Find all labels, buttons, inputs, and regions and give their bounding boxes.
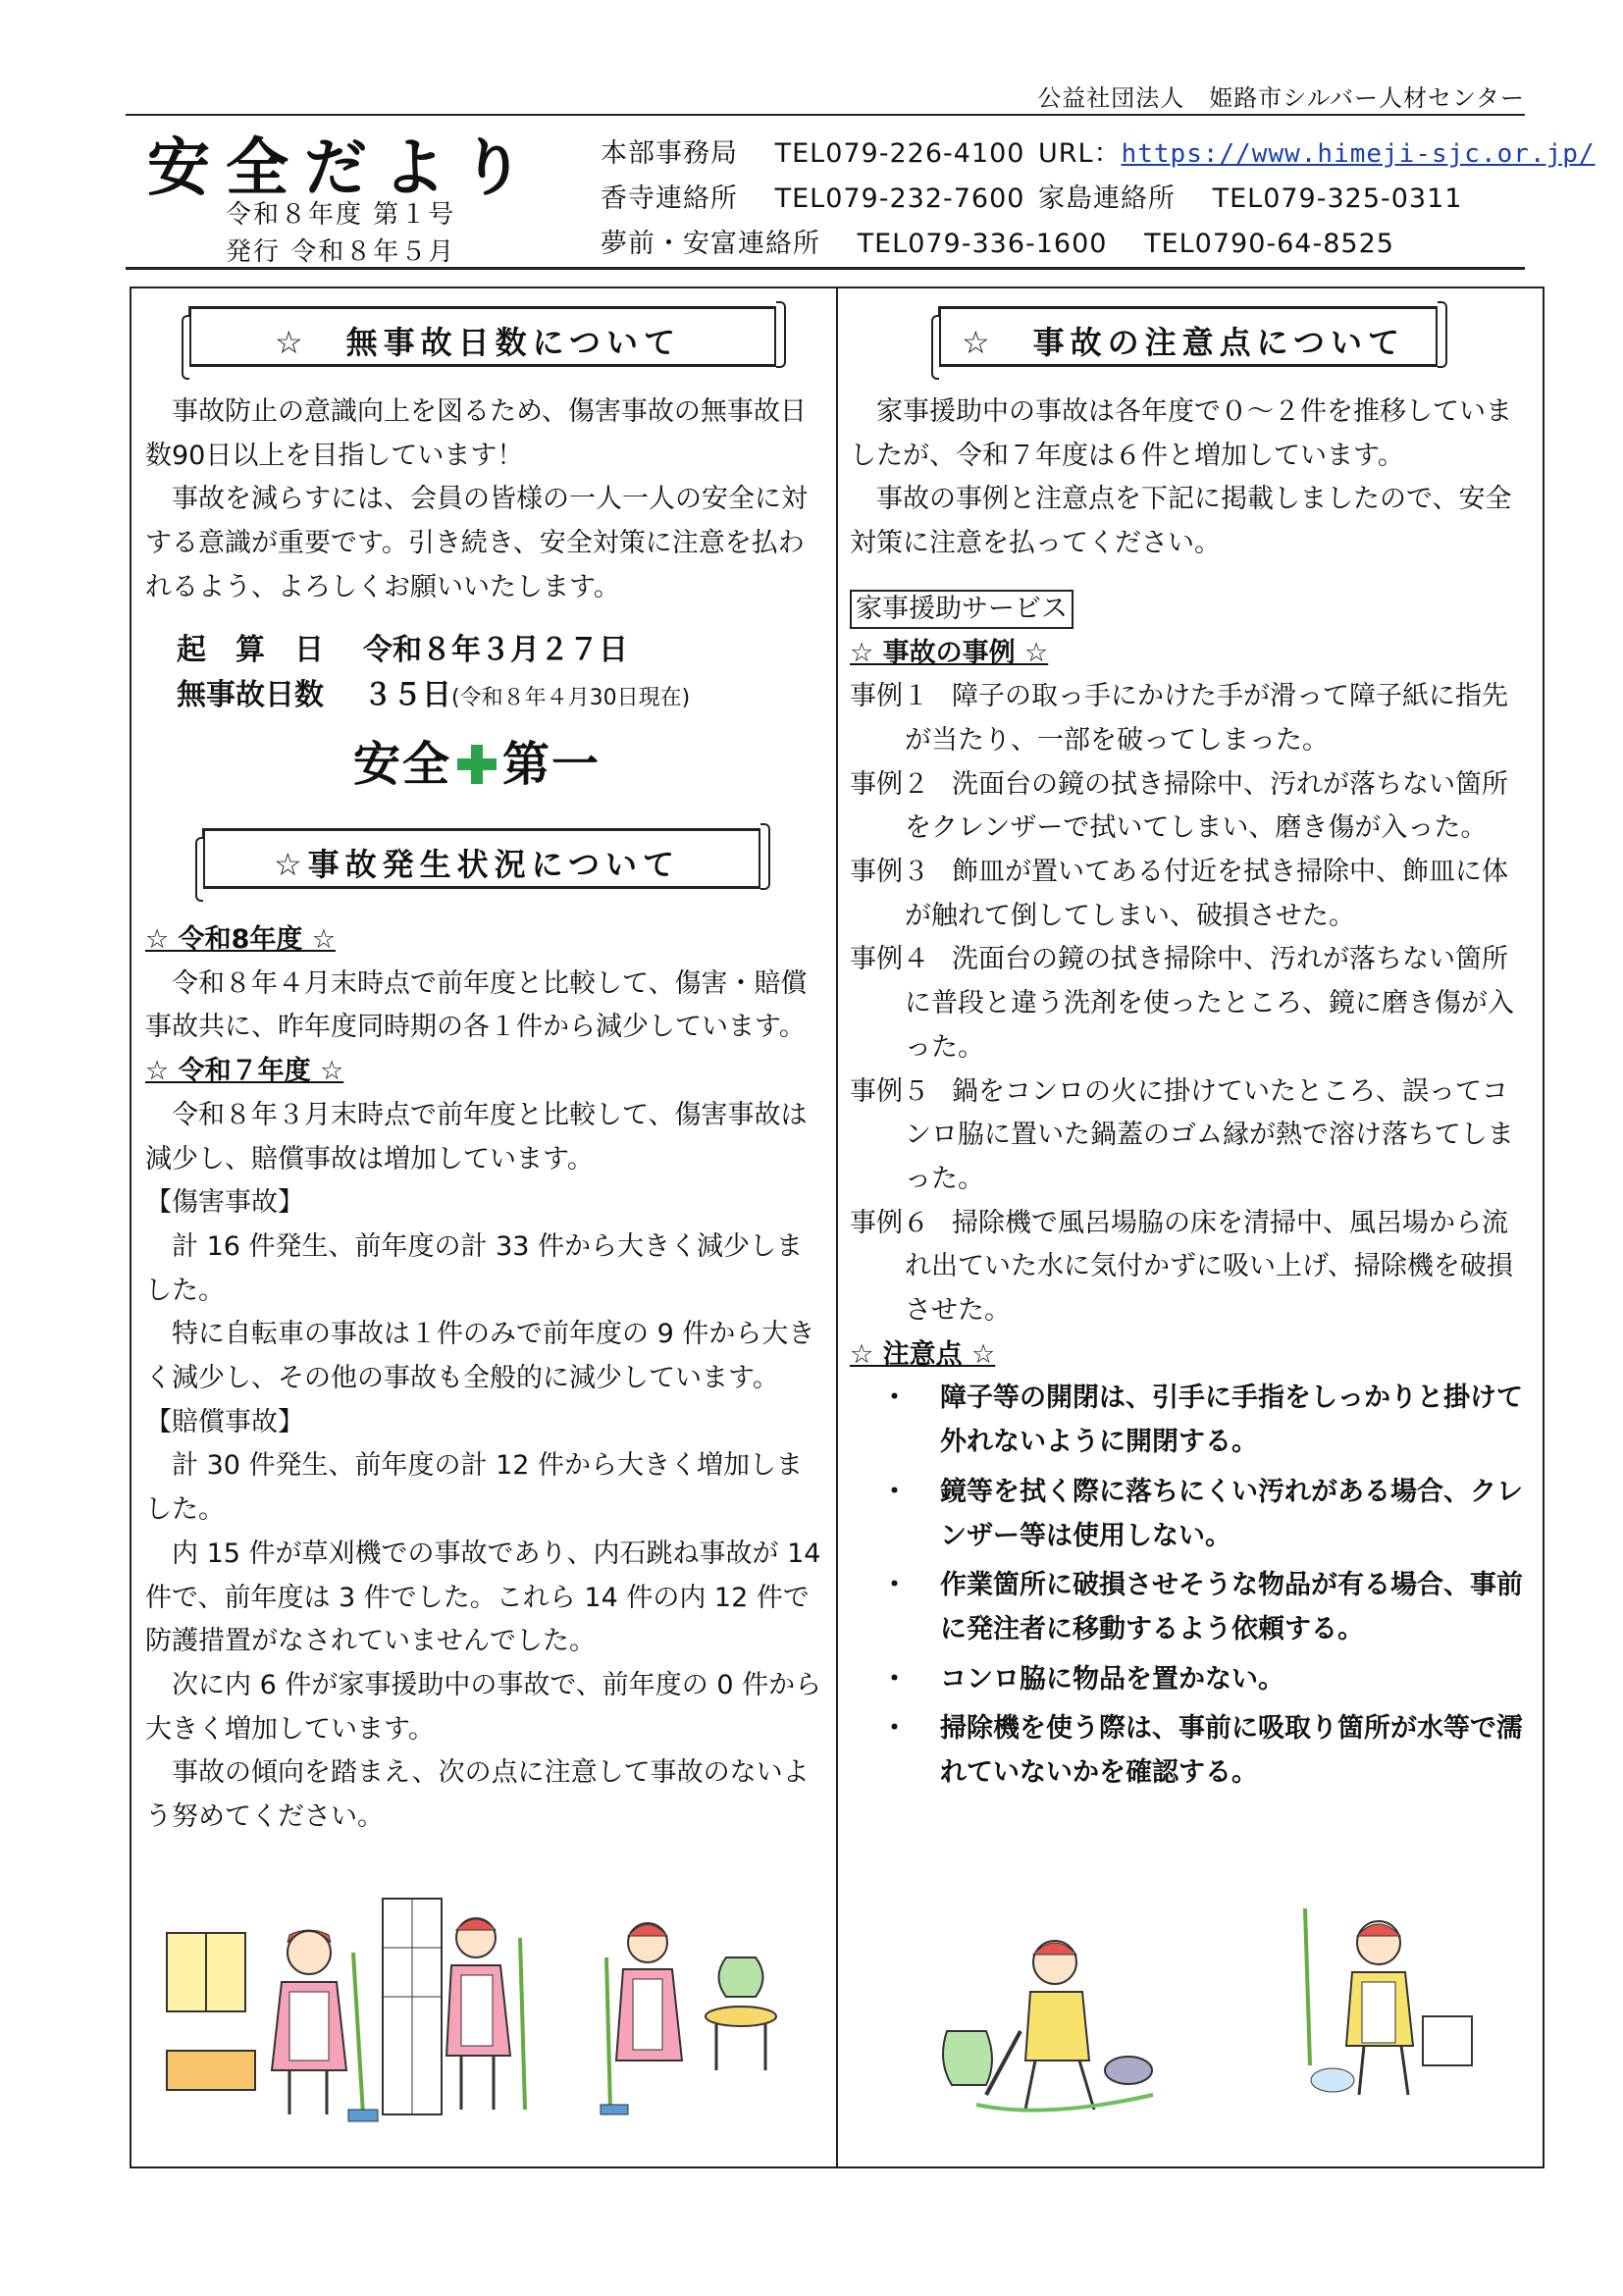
paragraph: 内 15 件が草刈機での事故であり、内石跳ね事故が 14 件で、前年度は 3 件でした。これら 14 件の内 12 件で防護措置がなされていませんでした。 [145, 1538, 821, 1657]
case-text: 障子の取っ手にかけた手が滑って障子紙に指先が当たり、一部を破ってしまった。 [905, 681, 1508, 756]
paragraph: 令和８年４月末時点で前年度と比較して、傷害・賠償事故共に、昨年度同時期の各１件から減少しています。 [145, 967, 808, 1043]
section-heading: ☆ 令和７年度 ☆ [145, 1056, 344, 1087]
green-cross-icon [457, 745, 497, 784]
accident-case [850, 675, 1529, 762]
publish-date: 発行 令和８年５月 [226, 237, 456, 267]
slogan-text: 安全 [353, 737, 452, 792]
precaution-item [850, 1658, 1529, 1702]
safety-first-slogan [353, 726, 601, 794]
bullet: ・ [881, 1476, 908, 1507]
paragraph: 事故防止の意識向上を図るため、傷害事故の無事故日数90日以上を目指しています！ [145, 396, 807, 471]
case-text: 洗面台の鏡の拭き掃除中、汚れが落ちない箇所をクレンザーで拭いてしまい、磨き傷が入った。 [905, 768, 1508, 844]
case-label: 事例４ [850, 944, 929, 975]
right-column-content [850, 391, 1529, 1796]
paragraph: 次に内 6 件が家事援助中の事故で、前年度の 0 件から大きく増加しています。 [145, 1669, 822, 1745]
bullet: ・ [881, 1713, 908, 1745]
accident-case [850, 851, 1529, 938]
precaution-item [850, 1707, 1529, 1795]
banner-title: ☆ 事故の注意点について [961, 324, 1406, 361]
precaution-item [850, 1377, 1529, 1464]
vacuum-accident-illustration [1276, 1899, 1501, 2124]
website-link[interactable]: https://www.himeji-sjc.or.jp/ [1121, 139, 1596, 169]
case-text: 掃除機で風呂場脇の床を清掃中、風呂場から流れ出ていた水に気付かずに吸い上げ、掃除機を破損させた。 [905, 1207, 1513, 1327]
header-top-rule [126, 114, 1525, 116]
case-label: 事例３ [850, 857, 929, 888]
organization-name: 公益社団法人 姫路市シルバー人材センター [1037, 84, 1525, 112]
paragraph: 事故の事例と注意点を下記に掲載しましたので、安全対策に注意を払ってください。 [850, 484, 1512, 559]
bullet: ・ [881, 1383, 908, 1414]
case-text: 鍋をコンロの火に掛けていたところ、誤ってコンロ脇に置いた鍋蓋のゴム縁が熱で溶け落ちてしまった。 [905, 1075, 1514, 1194]
contact-tel: TEL079-232-7600 [774, 183, 1025, 214]
decorative-plate-illustration [589, 1899, 785, 2124]
case-label: 事例６ [850, 1207, 929, 1238]
banner-title: ☆事故発生状況について [273, 846, 681, 883]
left-column-status [145, 918, 822, 1840]
subsection-heading: 【傷害事故】 [145, 1187, 304, 1219]
section-heading: ☆ 注意点 ☆ [850, 1338, 996, 1370]
paragraph: 計 16 件発生、前年度の計 33 件から大きく減少しました。 [145, 1230, 804, 1306]
paragraph: 事故を減らすには、会員の皆様の一人一人の安全に対する意識が重要です。引き続き、安全対策に注意を払われるよう、よろしくお願いいたします。 [145, 484, 808, 602]
precaution-text: 鏡等を拭く際に落ちにくい汚れがある場合、クレンザー等は使用しない。 [940, 1476, 1523, 1551]
days-value: ３５日 [363, 678, 451, 712]
url-label: URL： [1038, 138, 1122, 169]
contact-name: 家島連絡所 [1038, 183, 1176, 214]
header-bottom-rule [126, 267, 1525, 270]
case-label: 事例１ [850, 681, 929, 712]
contact-name: 香寺連絡所 [601, 183, 738, 214]
banner-accident-precautions [928, 306, 1439, 375]
bullet: ・ [881, 1570, 908, 1601]
service-tag: 家事援助サービス [850, 590, 1073, 629]
paragraph: 令和８年３月末時点で前年度と比較して、傷害事故は減少し、賠償事故は増加しています。 [145, 1099, 808, 1174]
contact-ieshima [1038, 177, 1462, 215]
contact-tel: TEL079-226-4100 [774, 138, 1025, 169]
contact-name: 夢前・安富連絡所 [601, 229, 820, 259]
contact-tel: TEL079-336-1600 [857, 229, 1108, 259]
case-label: 事例２ [850, 768, 929, 800]
contact-yumesaki [601, 222, 1394, 260]
section-heading: ☆ 令和8年度 ☆ [145, 924, 336, 955]
precaution-text: 作業箇所に破損させそうな物品が有る場合、事前に発注者に移動するよう依頼する。 [940, 1570, 1523, 1644]
paragraph: 家事援助中の事故は各年度で０～２件を推移していましたが、令和７年度は６件と増加しています。 [850, 396, 1512, 471]
accident-case [850, 763, 1529, 851]
precaution-text: コンロ脇に物品を置かない。 [940, 1663, 1284, 1695]
paragraph: 特に自転車の事故は１件のみで前年度の 9 件から大きく減少し、その他の事故も全般的に減少しています。 [145, 1319, 815, 1394]
precaution-text: 障子等の開閉は、引手に手指をしっかりと掛けて外れないように開閉する。 [940, 1383, 1523, 1458]
banner-no-accident-days [179, 306, 777, 375]
left-column-intro [145, 391, 822, 610]
subsection-heading: 【賠償事故】 [145, 1406, 304, 1437]
days-label: 無事故日数 [177, 678, 324, 712]
contact-koudera [601, 177, 1024, 215]
banner-title: ☆ 無事故日数について [274, 324, 682, 361]
contact-tel-2: TEL0790-64-8525 [1144, 229, 1394, 259]
paragraph: 計 30 件発生、前年度の計 12 件から大きく増加しました。 [145, 1450, 804, 1526]
cleaning-bathroom-illustration [162, 1913, 388, 2129]
accident-case [850, 1070, 1529, 1202]
mowing-accident-illustration [927, 1923, 1163, 2129]
paragraph: 事故の傾向を踏まえ、次の点に注意して事故のないよう努めてください。 [145, 1757, 810, 1833]
precaution-text: 掃除機を使う際は、事前に吸取り箇所が水等で濡れていないかを確認する。 [940, 1713, 1523, 1789]
start-date-label: 起 算 日 [177, 633, 324, 667]
column-divider [836, 287, 838, 2168]
bullet: ・ [881, 1663, 908, 1695]
case-text: 飾皿が置いてある付近を拭き掃除中、飾皿に体が触れて倒してしまい、破損させた。 [905, 857, 1508, 931]
days-note: (令和８年４月30日現在) [451, 686, 691, 710]
contact-tel: TEL079-325-0311 [1212, 183, 1463, 214]
newsletter-title: 安全だより [147, 131, 540, 205]
banner-accident-status [192, 828, 761, 897]
section-heading: ☆ 事故の事例 ☆ [850, 637, 1049, 668]
slogan-text: 第一 [502, 737, 602, 792]
case-text: 洗面台の鏡の拭き掃除中、汚れが落ちない箇所に普段と違う洗剤を使ったところ、鏡に磨き傷が入った。 [905, 944, 1514, 1063]
no-accident-record [177, 628, 690, 721]
contact-url [1038, 131, 1596, 170]
contact-hq [601, 131, 1024, 170]
start-date-value: 令和８年３月２７日 [363, 633, 628, 667]
accident-case [850, 1202, 1529, 1333]
issue-number: 令和８年度 第１号 [226, 200, 456, 230]
precaution-item [850, 1564, 1529, 1651]
contact-name: 本部事務局 [601, 138, 738, 169]
accident-case [850, 938, 1529, 1070]
precaution-item [850, 1471, 1529, 1558]
shoji-door-illustration [378, 1889, 535, 2124]
case-label: 事例５ [850, 1075, 929, 1107]
